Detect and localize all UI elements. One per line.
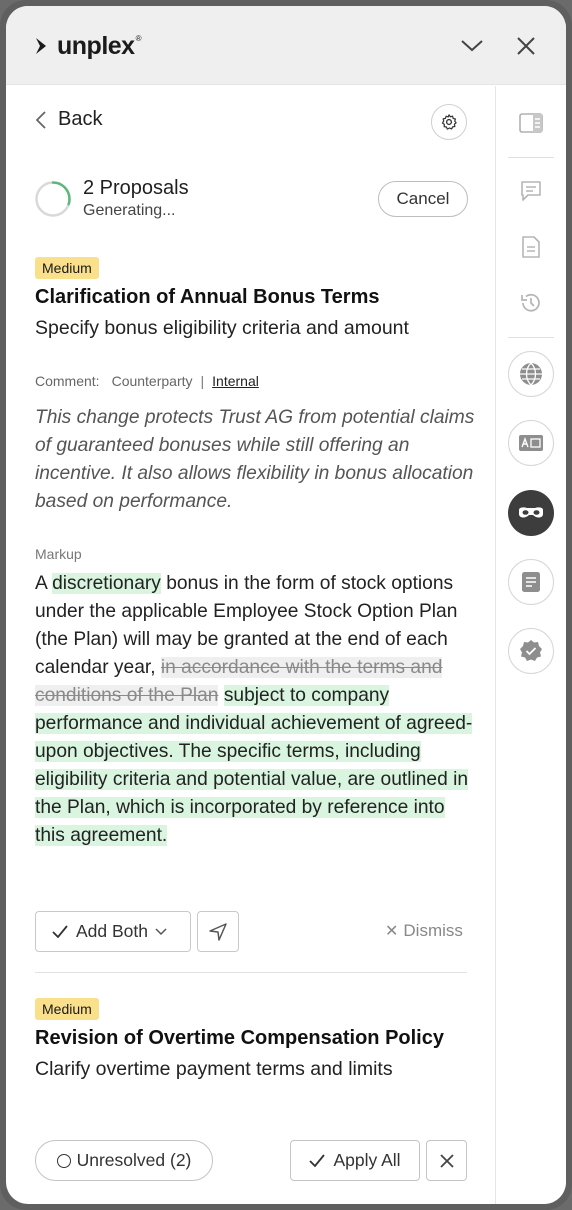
cancel-button[interactable]: Cancel: [378, 181, 468, 217]
chevron-down-icon[interactable]: [155, 928, 167, 936]
dismiss-label: Dismiss: [403, 921, 463, 940]
markup-insertion: discretionary: [52, 573, 161, 594]
mask-icon: [518, 506, 544, 520]
side-rail: [495, 86, 566, 1204]
markup-insertion: subject to company performance and individual achievement of agreed-upon objectives. The specific terms, including eligibility criteria and potential value, are outlined in the Plan, which is incorporated by reference into this agreement.: [35, 685, 473, 846]
brand-logo: [34, 30, 141, 62]
generating-status: Generating...: [83, 202, 176, 219]
markup-text: [35, 570, 475, 850]
markup-plain-text: bonus in the form of stock options under the applicable Employee Stock Option Plan (the Plan) will may be granted at the end of each calendar year,: [35, 573, 458, 678]
globe-icon: [518, 361, 544, 387]
brand-name: unplex: [57, 31, 135, 60]
rail-comments-button[interactable]: [508, 168, 554, 214]
chevron-down-icon: [460, 39, 484, 53]
proposal-title: Revision of Overtime Compensation Policy: [35, 1027, 444, 1049]
back-label: Back: [58, 108, 103, 130]
rail-divider: [508, 157, 554, 158]
proposals-count: 2 Proposals: [83, 177, 189, 199]
severity-badge: Medium: [35, 257, 99, 279]
app-window: [6, 6, 566, 1204]
comment-text: This change protects Trust AG from potential claims of guaranteed bonuses while still offering an incentive. It also allows flexibility in bonus allocation based on performance.: [35, 407, 475, 512]
collapse-button[interactable]: [458, 32, 486, 60]
settings-button[interactable]: [431, 104, 467, 140]
proposal-subtitle: Specify bonus eligibility criteria and amount: [35, 317, 409, 339]
send-arrow-icon: [209, 923, 227, 941]
rail-history-button[interactable]: [508, 280, 554, 326]
panel-icon: [519, 113, 543, 133]
circle-icon: [57, 1154, 71, 1168]
rail-divider: [508, 337, 554, 338]
markup-label: Markup: [35, 546, 82, 562]
rail-document-button[interactable]: [508, 224, 554, 270]
apply-all-button[interactable]: [290, 1140, 420, 1181]
verified-icon: [519, 639, 543, 663]
proposal-subtitle: Clarify overtime payment terms and limits: [35, 1058, 393, 1080]
add-both-label: Add Both: [76, 921, 148, 941]
main-panel: [6, 86, 495, 1204]
check-icon: [52, 925, 68, 938]
rail-verify-button[interactable]: [508, 628, 554, 674]
history-icon: [519, 292, 543, 314]
gear-icon: [440, 113, 458, 131]
comment-audience-selector: [35, 373, 259, 389]
unresolved-filter-button[interactable]: [35, 1140, 213, 1181]
markup-deletion: in accordance with the terms and conditions of the Plan: [35, 657, 443, 706]
rail-panel-button[interactable]: [508, 100, 554, 146]
comment-icon: [520, 180, 542, 202]
rail-globe-button[interactable]: [508, 351, 554, 397]
form-icon: [521, 571, 541, 593]
apply-all-label: Apply All: [333, 1150, 401, 1170]
close-all-button[interactable]: [426, 1140, 467, 1181]
id-card-icon: [518, 434, 544, 452]
check-icon: [309, 1154, 325, 1167]
rail-form-button[interactable]: [508, 559, 554, 605]
chevron-left-icon: [36, 111, 46, 129]
divider: [35, 972, 467, 973]
rail-id-card-button[interactable]: [508, 420, 554, 466]
navigate-button[interactable]: [197, 911, 239, 952]
document-icon: [522, 236, 540, 258]
dismiss-button[interactable]: [385, 921, 463, 941]
comment-option-internal[interactable]: Internal: [212, 373, 259, 389]
close-icon: ✕: [385, 923, 399, 940]
progress-spinner: [34, 180, 72, 218]
markup-plain-text: A: [35, 573, 53, 594]
rail-anonymize-button[interactable]: [508, 490, 554, 536]
comment-option-counterparty[interactable]: Counterparty: [111, 373, 193, 389]
unresolved-label: Unresolved (2): [76, 1150, 192, 1170]
close-button[interactable]: [512, 32, 540, 60]
comment-label: Comment:: [35, 373, 100, 389]
proposal-title: Clarification of Annual Bonus Terms: [35, 286, 380, 308]
logo-arrow-icon: [34, 36, 54, 56]
brand-registered-mark: ®: [135, 33, 142, 43]
header-bar: [6, 6, 566, 85]
back-button[interactable]: [36, 108, 102, 131]
severity-badge: Medium: [35, 998, 99, 1020]
add-both-button[interactable]: [35, 911, 191, 952]
close-icon: [439, 1153, 455, 1169]
close-icon: [516, 36, 536, 56]
separator: |: [200, 373, 205, 389]
